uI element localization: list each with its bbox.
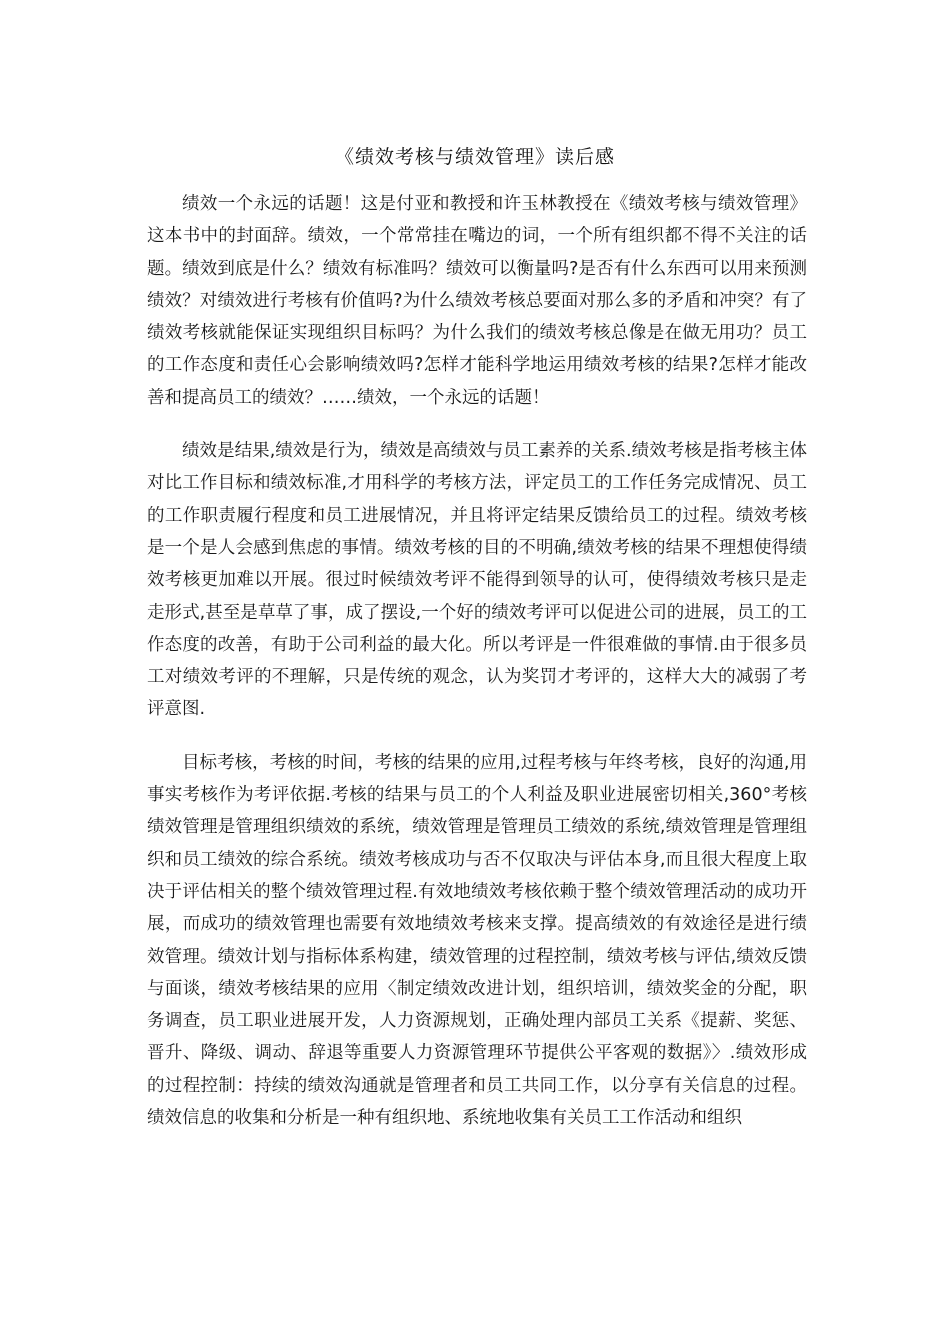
- document-body: [147, 188, 807, 1155]
- paragraph-3: 目标考核，考核的时间，考核的结果的应用,过程考核与年终考核，良好的沟通,用事实考核作为考评依据.考核的结果与员工的个人利益及职业进展密切相关,360°考核绩效管理是管理组织绩效的系统，绩效管理是管理员工绩效的系统,绩效管理是管理组织和员工绩效的综合系统。绩效考核成功与否不仅取决与评估本身,而且很大程度上取决于评估相关的整个绩效管理过程.有效地绩效考核依赖于整个绩效管理活动的成功开展，而成功的绩效管理也需要有效地绩效考核来支撑。提高绩效的有效途径是进行绩效管理。绩效计划与指标体系构建，绩效管理的过程控制，绩效考核与评估,绩效反馈与面谈，绩效考核结果的应用〈制定绩效改进计划，组织培训，绩效奖金的分配，职务调查，员工职业进展开发，人力资源规划，正确处理内部员工关系《提薪、奖惩、晋升、降级、调动、辞退等重要人力资源管理环节提供公平客观的数据》〉.绩效形成的过程控制：持续的绩效沟通就是管理者和员工共同工作，以分享有关信息的过程。绩效信息的收集和分析是一种有组织地、系统地收集有关员工工作活动和组织: [147, 752, 807, 1129]
- paragraph-2: 绩效是结果,绩效是行为，绩效是高绩效与员工素养的关系.绩效考核是指考核主体对比工作目标和绩效标准,才用科学的考核方法，评定员工的工作任务完成情况、员工的工作职责履行程度和员工进展情况，并且将评定结果反馈给员工的过程。绩效考核是一个是人会感到焦虑的事情。绩效考核的目的不明确,绩效考核的结果不理想使得绩效考核更加难以开展。很过时候绩效考评不能得到领导的认可，使得绩效考核只是走走形式,甚至是草草了事，成了摆设,一个好的绩效考评可以促进公司的进展，员工的工作态度的改善，有助于公司利益的最大化。所以考评是一件很难做的事情.由于很多员工对绩效考评的不理解，只是传统的观念，认为奖罚才考评的，这样大大的减弱了考评意图.: [147, 441, 807, 720]
- document-title: 《绩效考核与绩效管理》读后感: [334, 146, 615, 168]
- paragraph-1: 绩效一个永远的话题！这是付亚和教授和许玉林教授在《绩效考核与绩效管理》这本书中的封面辞。绩效，一个常常挂在嘴边的词，一个所有组织都不得不关注的话题。绩效到底是什么？绩效有标准吗？绩效可以衡量吗?是否有什么东西可以用来预测绩效？对绩效进行考核有价值吗?为什么绩效考核总要面对那么多的矛盾和冲突？有了绩效考核就能保证实现组织目标吗？为什么我们的绩效考核总像是在做无用功？员工的工作态度和责任心会影响绩效吗?怎样才能科学地运用绩效考核的结果?怎样才能改善和提高员工的绩效？……绩效，一个永远的话题！: [147, 194, 807, 408]
